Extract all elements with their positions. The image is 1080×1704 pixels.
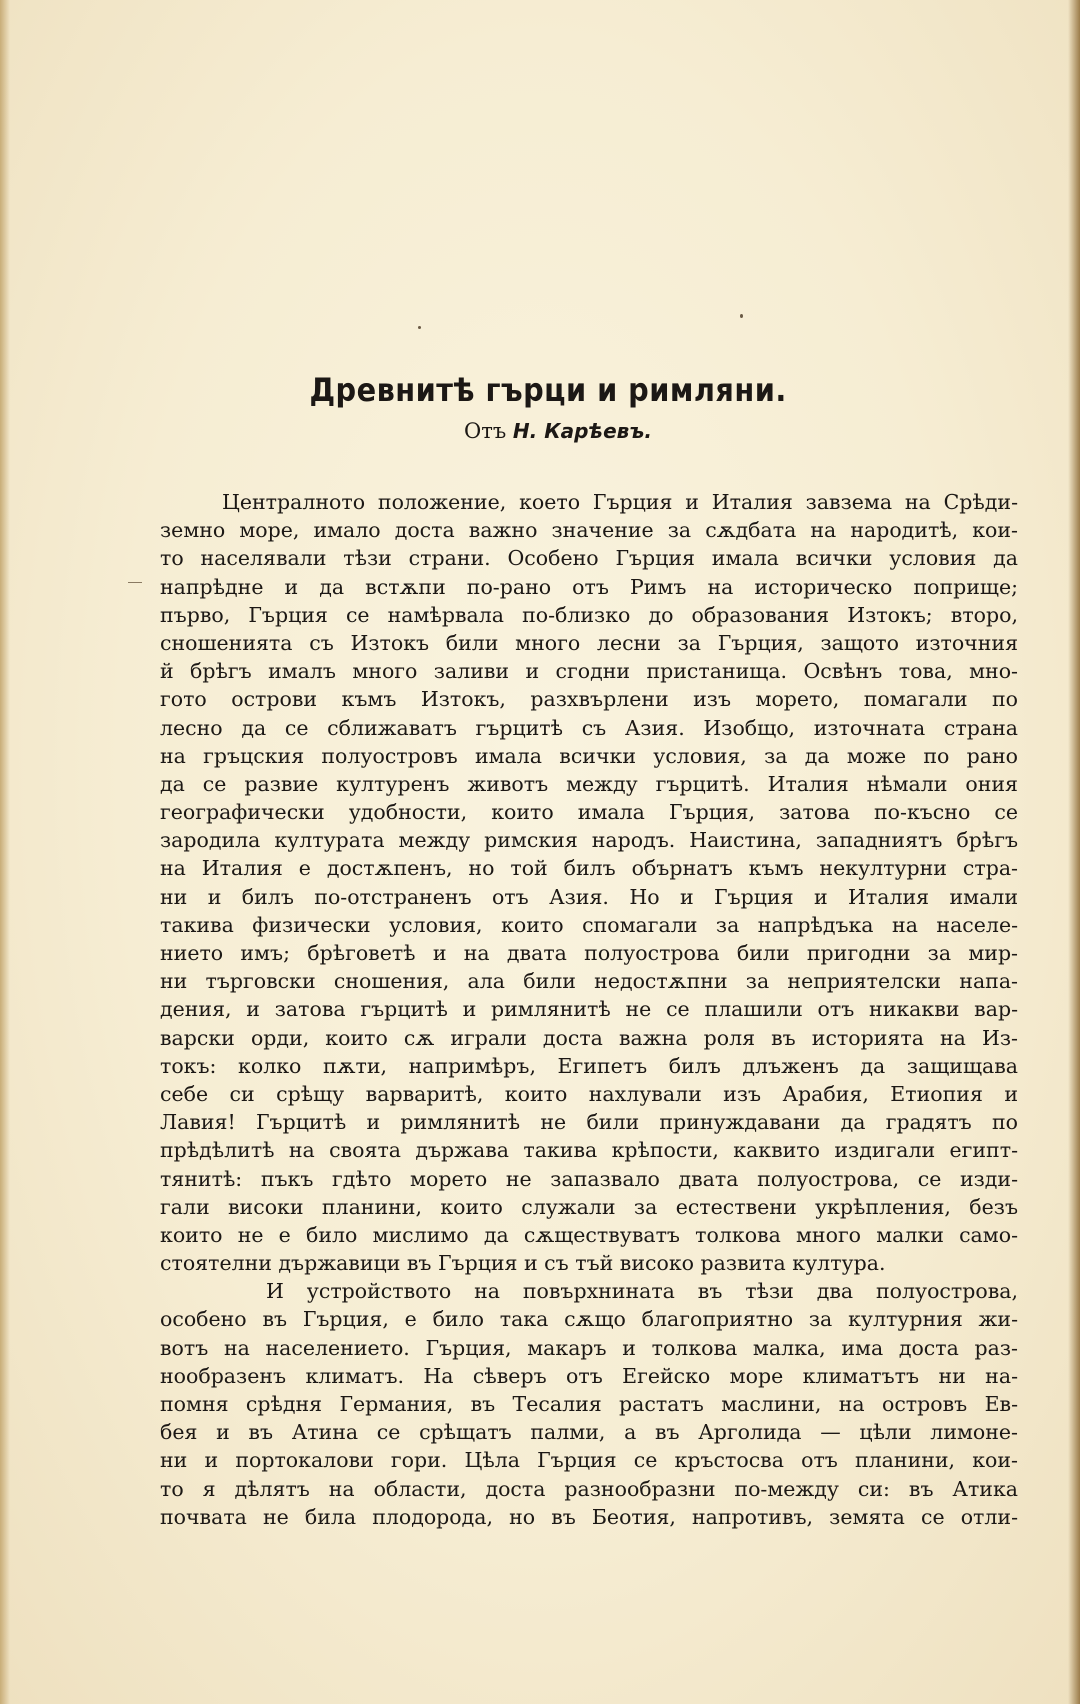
text-line: бея и въ Атина се срѣщатъ палми, а въ Арголида — цѣли лимоне-	[160, 1420, 1018, 1445]
text-line: ни и билъ по-отстраненъ отъ Азия. Но и Гърция и Италия имали	[160, 884, 1018, 909]
text-line: тянитѣ: пъкъ гдѣто морето не запазвало двата полуострова, се изди-	[160, 1166, 1018, 1191]
text-line: вотъ на населението. Гърция, макаръ и толкова малка, има доста раз-	[160, 1335, 1018, 1360]
text-line: Централното положение, което Гърция и Италия завзема на Срѣди-	[222, 490, 1018, 514]
text-line: й брѣгъ ималъ много заливи и сгодни пристанища. Освѣнъ това, мно-	[160, 659, 1018, 684]
ink-speck	[740, 314, 743, 318]
text-line: напрѣдне и да встѫпи по-рано отъ Римъ на историческо поприще;	[160, 574, 1018, 599]
text-line: географически удобности, които имала Гърция, затова по-късно се	[160, 800, 1018, 825]
ink-mark	[128, 582, 142, 583]
text-line: особено въ Гърция, е било така сѫщо благоприятно за културния жи-	[160, 1307, 1018, 1332]
text-line: на Италия е достѫпенъ, но той билъ обърнатъ къмъ некултурни стра-	[160, 856, 1018, 881]
text-line: нието имъ; брѣговетѣ и на двата полуострова били пригодни за мир-	[160, 941, 1018, 965]
article-body	[160, 488, 1018, 1531]
text-line: лесно да се сближаватъ гърцитѣ съ Азия. Изобщо, източната страна	[160, 715, 1018, 740]
text-line: помня срѣдня Германия, въ Тесалия растатъ маслини, на островъ Ев-	[160, 1392, 1018, 1416]
text-line: дения, и затова гърцитѣ и римлянитѣ не се плашили отъ никакви вар-	[160, 997, 1018, 1022]
text-line: които не е било мислимо да сѫществуватъ толкова много малки само-	[160, 1222, 1018, 1247]
text-line: почвата не била плодорода, но въ Беотия, напротивъ, земята се отли-	[160, 1504, 1018, 1529]
text-line: сношенията съ Изтокъ били много лесни за Гърция, защото източния	[160, 630, 1018, 655]
page-edge-left	[0, 0, 10, 1704]
text-line: прѣдѣлитѣ на своята държава такива крѣпости, каквито издигали египт-	[160, 1138, 1018, 1163]
text-line: себе си срѣщу варваритѣ, които нахлували изъ Арабия, Етиопия и	[160, 1081, 1018, 1106]
text-line: зародила културата между римския народъ. Наистина, западниятъ брѣгъ	[160, 828, 1018, 853]
text-line: нообразенъ климатъ. На сѣверъ отъ Егейско море климатътъ ни на-	[160, 1363, 1018, 1388]
text-line: на гръцския полуостровъ имала всички условия, за да може по рано	[160, 743, 1018, 768]
ink-speck	[418, 326, 421, 329]
text-line: ни търговски сношения, ала били недостѫпни за неприятелски напа-	[160, 969, 1018, 994]
text-line: ни и портокалови гори. Цѣла Гърция се кръстосва отъ планини, кои-	[160, 1448, 1018, 1473]
text-line: И устройството на повърхнината въ тѣзи два полуострова,	[266, 1279, 1018, 1304]
text-line: Лавия! Гърцитѣ и римлянитѣ не били принуждавани да градятъ по	[160, 1110, 1018, 1135]
text-line: земно море, имало доста важно значение за сѫдбата на народитѣ, кои-	[160, 518, 1018, 543]
text-line: токъ: колко пѫти, напримѣръ, Египетъ билъ длъженъ да защищава	[160, 1053, 1018, 1078]
text-line: то населявали тѣзи страни. Особено Гърция имала всички условия да	[160, 546, 1018, 571]
byline-author: Н. Карѣевъ.	[512, 419, 652, 443]
text-line: да се развие културенъ животъ между гърцитѣ. Италия нѣмали ония	[160, 771, 1018, 796]
text-line: първо, Гърция се намѣрвала по-близко до образования Изтокъ; второ,	[160, 602, 1018, 627]
text-line: гали високи планини, които служали за естествени укрѣпления, безъ	[160, 1194, 1018, 1219]
text-line: такива физически условия, които спомагали за напрѣдъка на населе-	[160, 912, 1018, 937]
article-title: Древнитѣ гърци и римляни.	[309, 371, 787, 409]
text-line: то я дѣлятъ на области, доста разнообразни по-между си: въ Атика	[160, 1476, 1018, 1501]
page-edge-right	[1068, 0, 1080, 1704]
byline	[0, 416, 1080, 446]
byline-prefix: Отъ	[464, 419, 507, 443]
article-header	[0, 368, 1080, 446]
text-line: варски орди, които сѫ играли доста важна роля въ историята на Из-	[160, 1025, 1018, 1050]
text-line: стоятелни държавици въ Гърция и съ тъй високо развита култура.	[160, 1251, 886, 1276]
text-line: гото острови къмъ Изтокъ, разхвърлени изъ морето, помагали по	[160, 687, 1018, 712]
